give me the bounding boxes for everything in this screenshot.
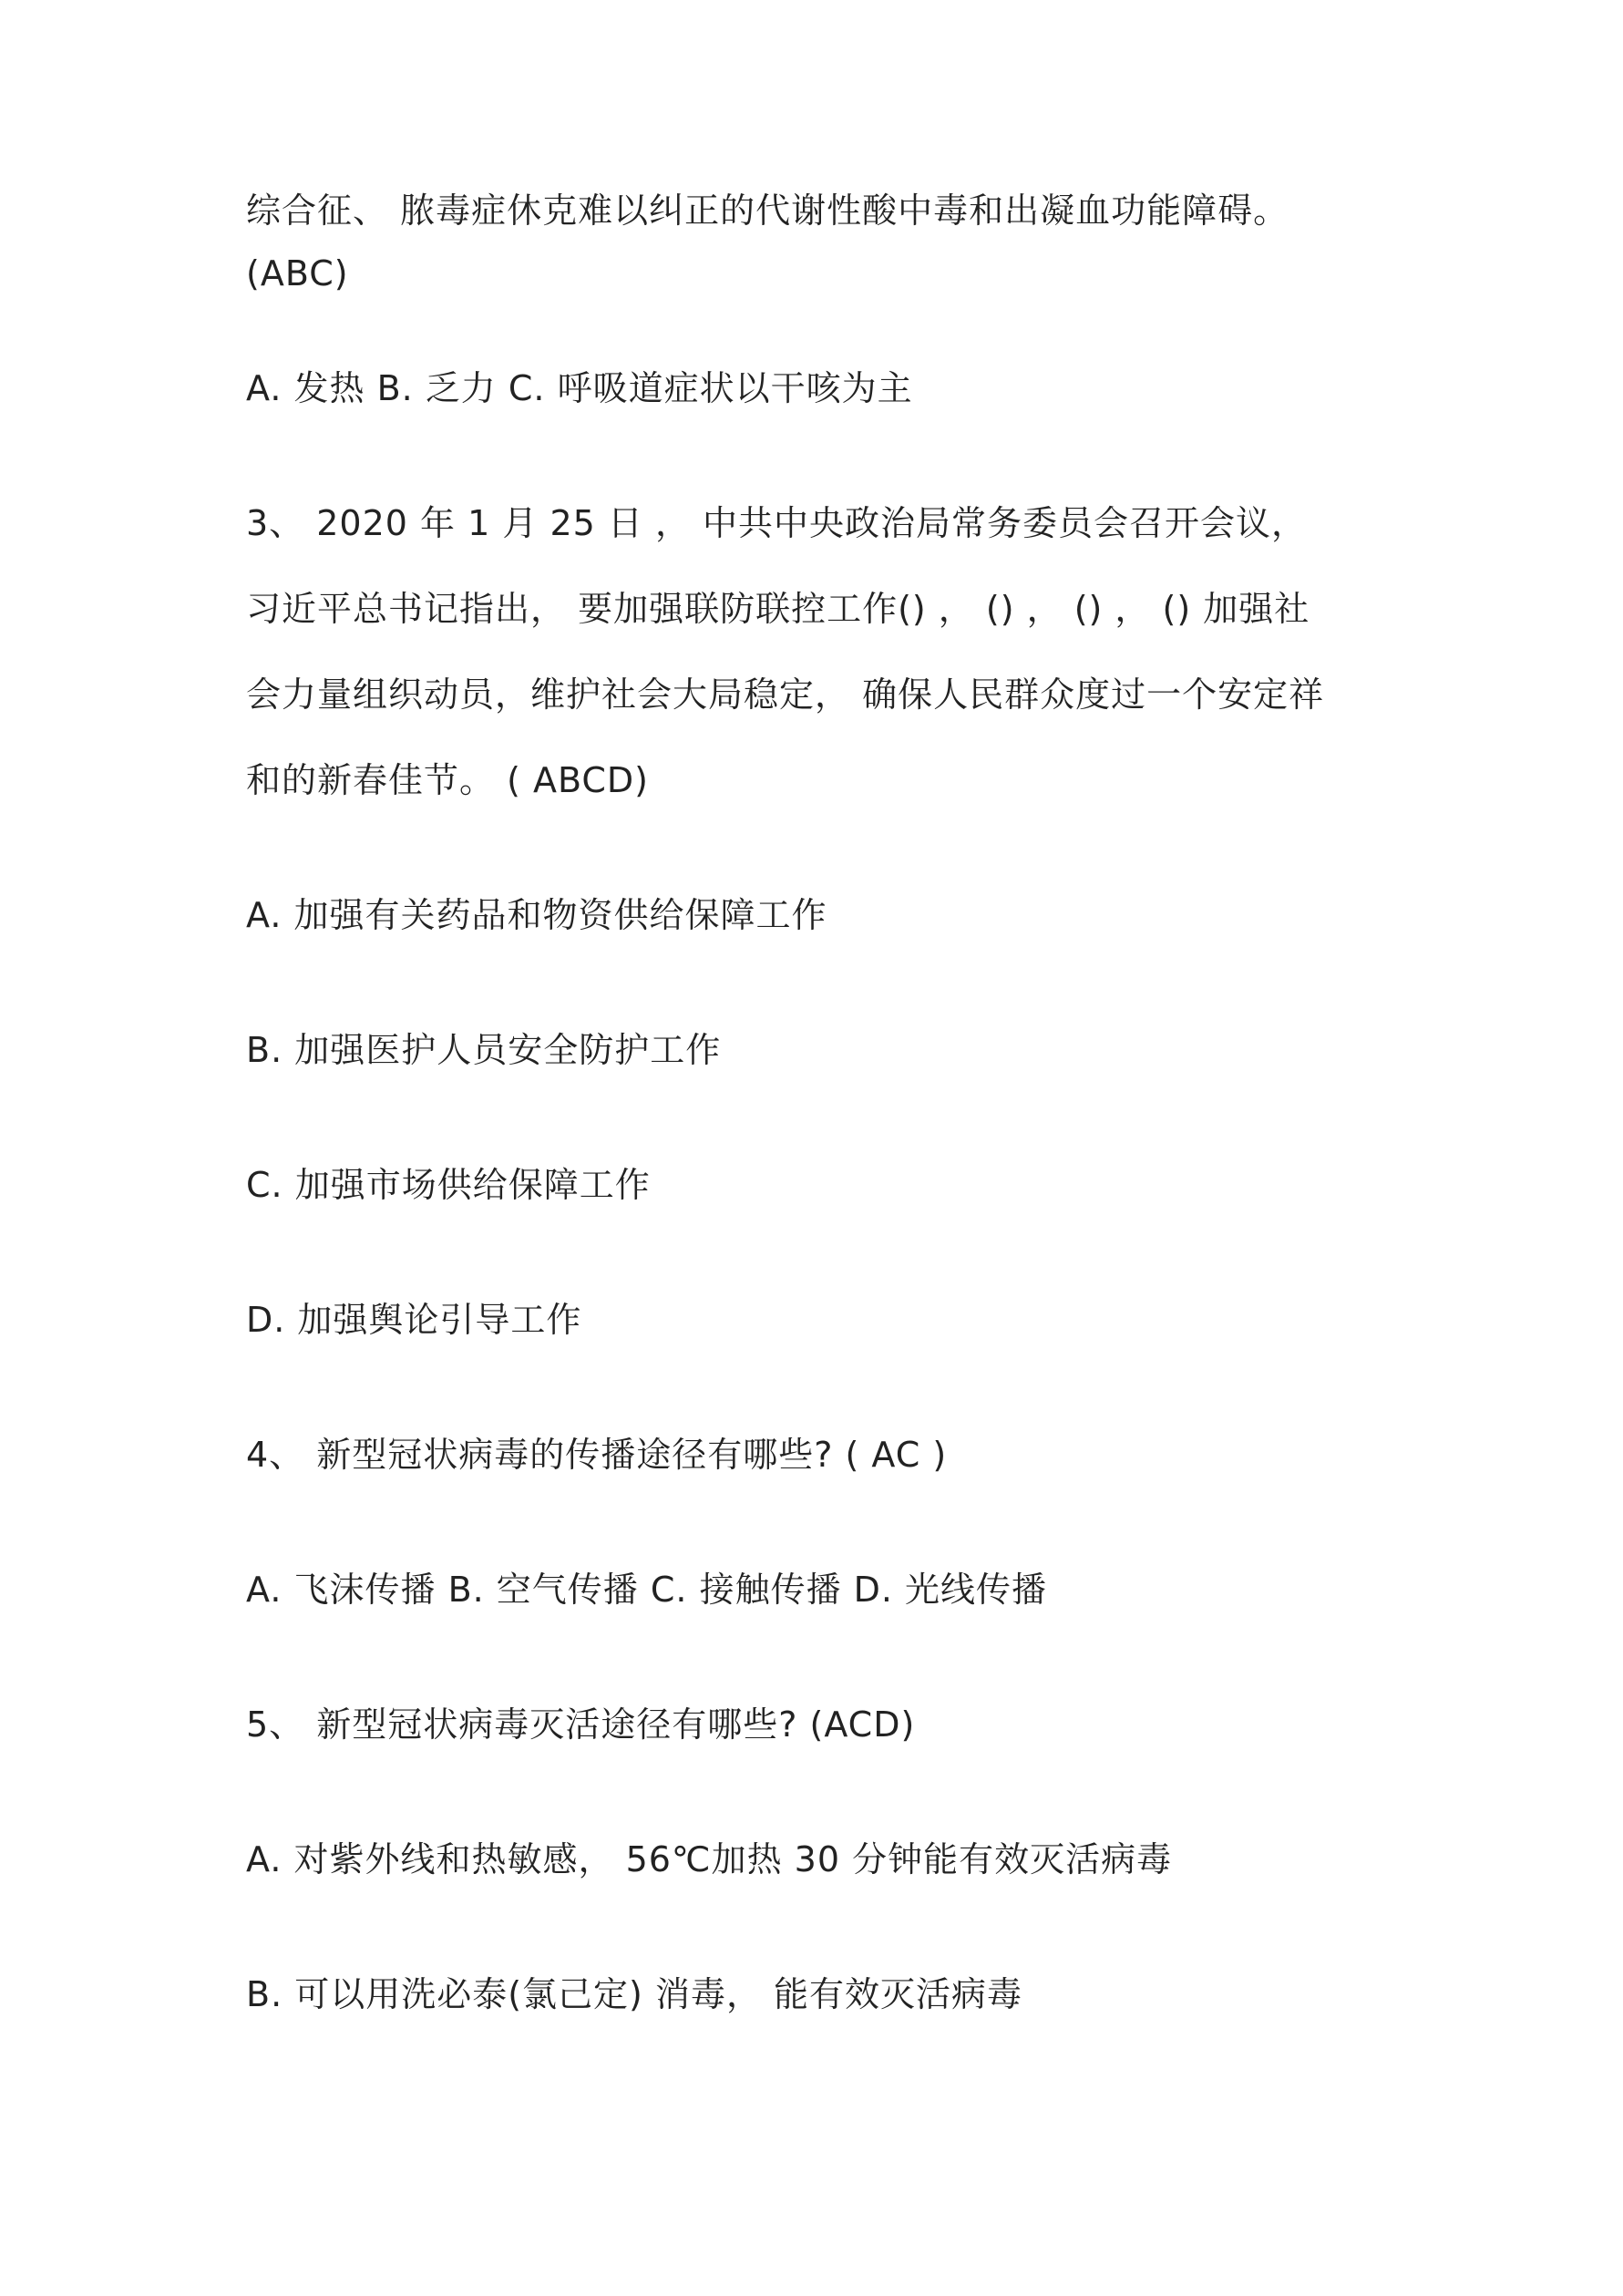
question-2-options: A. 发热 B. 乏力 C. 呼吸道症状以干咳为主 <box>246 368 913 408</box>
question-3-option-b: B. 加强医护人员安全防护工作 <box>246 1030 722 1070</box>
question-2-text-end: 综合征、 脓毒症休克难以纠正的代谢性酸中毒和出凝血功能障碍。 <box>246 190 1289 231</box>
question-3-line-4: 和的新春佳节。 ( ABCD) <box>246 760 649 800</box>
question-2-answer: (ABC) <box>246 253 349 293</box>
question-5-text: 5、 新型冠状病毒灭活途径有哪些? (ACD) <box>246 1704 916 1745</box>
question-3-line-3: 会力量组织动员，维护社会大局稳定， 确保人民群众度过一个安定祥 <box>246 674 1325 715</box>
question-5-option-a: A. 对紫外线和热敏感， 56℃加热 30 分钟能有效灭活病毒 <box>246 1839 1173 1879</box>
question-3-option-a: A. 加强有关药品和物资供给保障工作 <box>246 895 827 935</box>
question-3-line-2: 习近平总书记指出， 要加强联防联控工作() ， () ， () ， () 加强社 <box>246 589 1310 629</box>
question-3-option-c: C. 加强市场供给保障工作 <box>246 1165 651 1205</box>
question-4-text: 4、 新型冠状病毒的传播途径有哪些? ( AC ) <box>246 1435 948 1475</box>
question-4-options: A. 飞沫传播 B. 空气传播 C. 接触传播 D. 光线传播 <box>246 1570 1048 1610</box>
question-5-option-b: B. 可以用洗必泰(氯己定) 消毒， 能有效灭活病毒 <box>246 1974 1023 2014</box>
question-3-line-1: 3、 2020 年 1 月 25 日 ， 中共中央政治局常务委员会召开会议， <box>246 503 1308 543</box>
question-3-option-d: D. 加强舆论引导工作 <box>246 1300 582 1340</box>
